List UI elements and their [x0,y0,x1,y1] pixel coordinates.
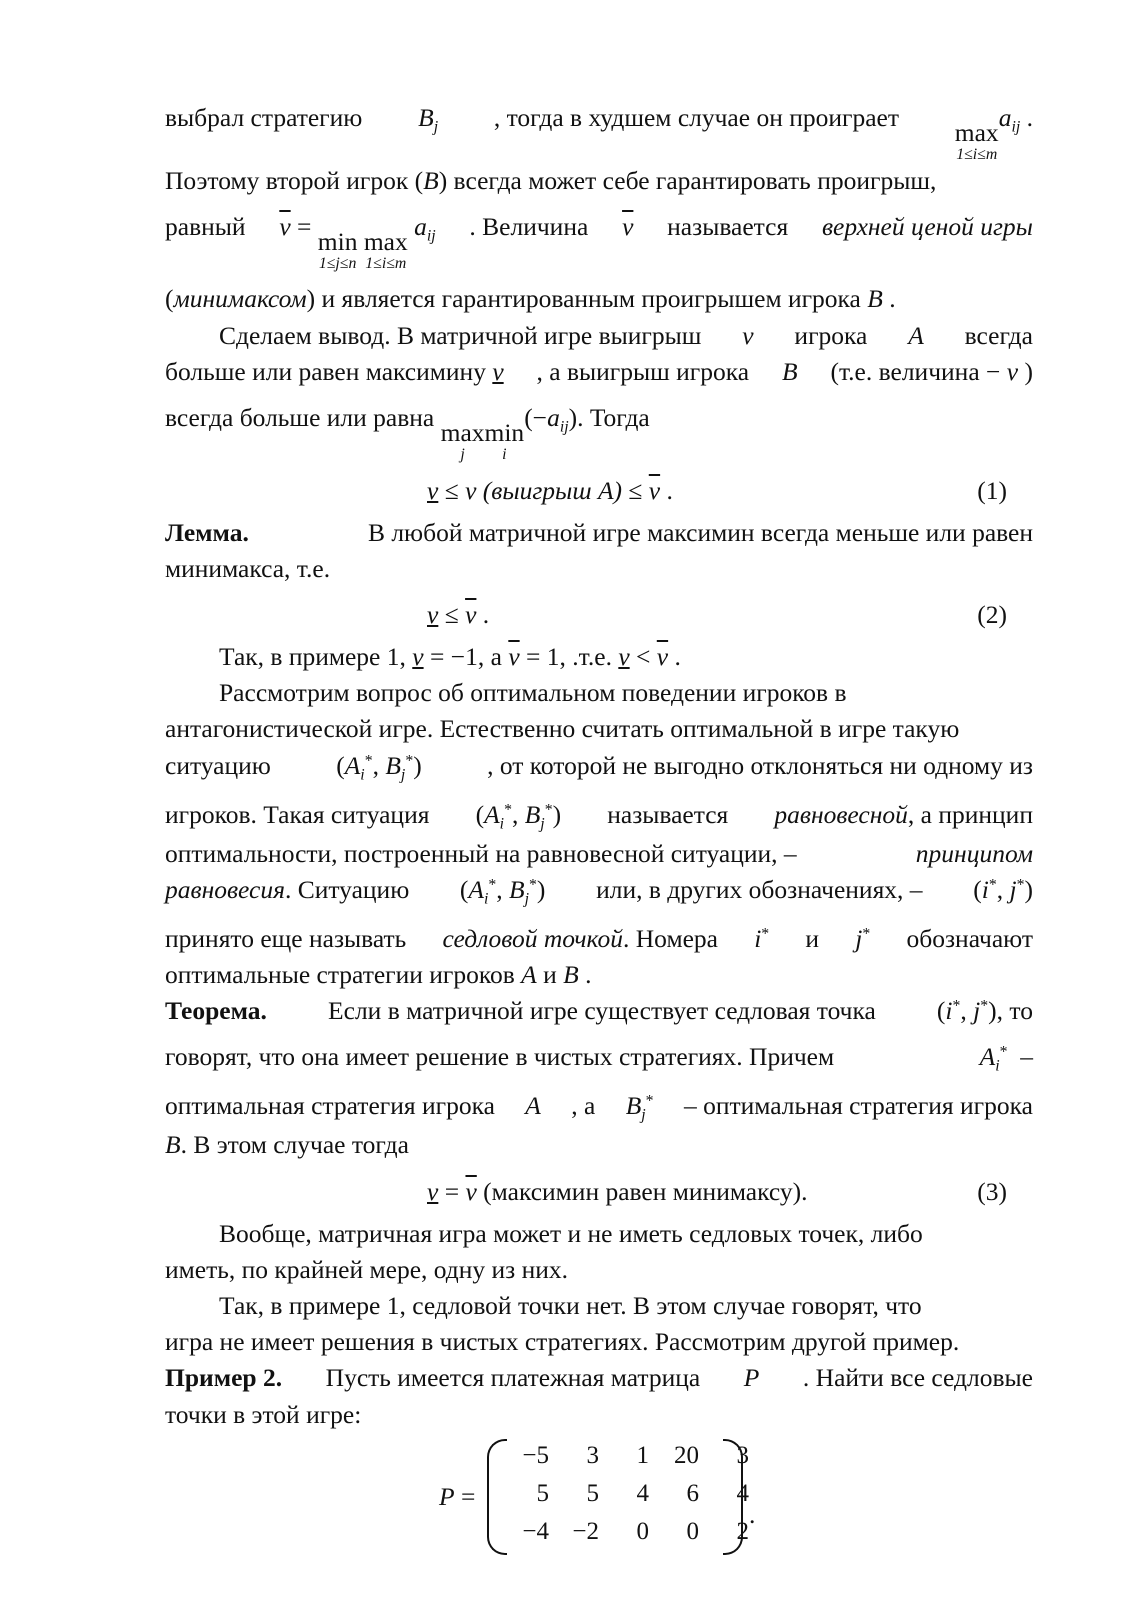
text-line: антагонистической игре. Естественно считать оптимальной в игре такую [165,714,960,744]
matrix-cell: 6 [686,1480,699,1508]
text-line: больше или равен максимину v , а выигрыш игрока B (т.е. величина − v ) [165,356,1033,386]
matrix-cell: 20 [674,1442,699,1470]
lemma [165,515,1033,587]
paragraph-conclusion [165,318,1033,463]
matrix-cell: 1 [636,1442,649,1470]
text-line: иметь, по крайней мере, одну из них. [165,1254,569,1284]
text-line: минимакса, т.е. [165,553,331,583]
equation-3 [165,1174,1033,1216]
text-line: игроков. Такая ситуация ($A_i^*$, $B_j^*$) называется равновесной, а принцип [165,799,1033,833]
text-line: оптимальности, построенный на равновесной ситуации, – принципом [165,838,1033,868]
matrix-cell: 5 [536,1480,549,1508]
paragraph-equilibrium [165,675,1033,993]
text-line: Поэтому второй игрок (B) всегда может себе гарантировать проигрыш, [165,165,937,195]
formula-max-aij: max 1≤i≤m $a_{ij}$ . [954,103,1033,163]
matrix-cell: 4 [636,1480,649,1508]
equation-1-body: v ≤ v (выигрыш $A) \le \overline{v}$ . [427,475,673,505]
matrix-cell: 0 [636,1518,649,1546]
matrix-cell: −5 [522,1442,549,1470]
matrix-cell: 0 [686,1518,699,1546]
text-line: оптимальная стратегия игрока A , а $B_j^*$ – оптимальная стратегия игрока [165,1091,1033,1124]
matrix-row [501,1437,751,1475]
text-line: всегда больше или равна max j min i $(-a_{ij})$. Тогда [165,403,650,463]
text-line: Лемма. В любой матричной игре максимин всегда меньше или равен [165,517,1033,547]
theorem [165,993,1033,1163]
matrix-cell: 4 [736,1480,749,1508]
text-line: равновесия. Ситуацию ($A_i^*$, $B_j^*$) или, в других обозначениях, – (i*, j*) [165,874,1033,908]
matrix-label: P = [439,1481,476,1511]
text-line: B. В этом случае тогда [165,1130,409,1160]
paragraph-saddle-points [165,1216,1033,1288]
equation-number: (3) [977,1176,1007,1206]
matrix-row [501,1513,751,1551]
right-paren [723,1439,743,1555]
text-line: оптимальные стратегии игроков A и B . [165,960,592,990]
text-line: Пример 2. Пусть имеется платежная матрица P . Найти все седловые [165,1363,1033,1393]
symbol-v-upper: $\overline{v}$ [622,211,634,241]
text-line: выбрал стратегию $B_j$ , тогда в худшем случае он проиграет max 1≤i≤m $a_{ij}$ . [165,100,1033,163]
text-line: точки в этой игре: [165,1399,362,1429]
text-line: Теорема. Если в матричной игре существует седловая точка (i*, j*), то [165,996,1033,1026]
matrix-cell: 3 [736,1442,749,1470]
matrix-cell: 2 [736,1518,749,1546]
text-line: Рассмотрим вопрос об оптимальном поведении игроков в [219,678,847,708]
equation-number: (2) [977,600,1007,630]
paragraph-no-saddle [165,1288,1033,1360]
text-line: игра не имеет решения в чистых стратегиях. Рассмотрим другой пример. [165,1327,960,1357]
equation-3-body: $v = \overline{v}$ (максимин равен минимаксу). [427,1176,808,1206]
example-2 [165,1360,1033,1432]
equation-2-body: $v \le \overline{v}$ . [427,600,490,630]
paragraph-upper-price [165,100,1033,318]
text-line: Так, в примере 1, седловой точки нет. В этом случае говорят, что [219,1291,922,1320]
text-line: принято еще называть седловой точкой. Номера i* и j* обозначают [165,923,1033,953]
matrix-period: . [749,1499,756,1529]
text-line: Вообще, матричная игра может и не иметь седловых точек, либо [219,1218,923,1248]
formula-minimax: $\overline{v}$ = min 1≤j≤n max 1≤i≤m $a_{ij}$ [279,211,436,272]
matrix-cell: 3 [586,1442,599,1470]
matrix-row [501,1475,751,1513]
matrix-cell: 5 [586,1480,599,1508]
matrix-cell: −4 [522,1518,549,1546]
matrix-table [501,1437,751,1551]
text-line: ситуацию ($A_i^*$, $B_j^*$) , от которой не выгодно отклоняться ни одному из [165,750,1033,784]
matrix-cell: −2 [572,1518,599,1546]
text-line: Сделаем вывод. В матричной игре выигрыш v игрока A всегда [219,320,1033,350]
payoff-matrix [165,1439,1033,1559]
equation-number: (1) [977,475,1007,505]
equation-2 [165,597,1033,639]
paragraph-example1-values: Так, в примере 1, v = −1, а $\overline{v} = 1$, .т.е. $v < \overline{v}$ . [219,642,681,672]
text-line: (минимаксом) и является гарантированным проигрышем игрока B . [165,284,896,314]
text-line: равный $\overline{v}$ = min 1≤j≤n max 1≤i≤m $a_{ij}$ . Величина $\overline{v}$ называется верхней ценой игры [165,209,1033,272]
formula-bj: $B_j$ [418,103,439,136]
equation-1 [165,473,1033,515]
document-page [165,100,1033,1559]
text-line: говорят, что она имеет решение в чистых стратегиях. Причем $A_i^*$ – [165,1042,1033,1075]
